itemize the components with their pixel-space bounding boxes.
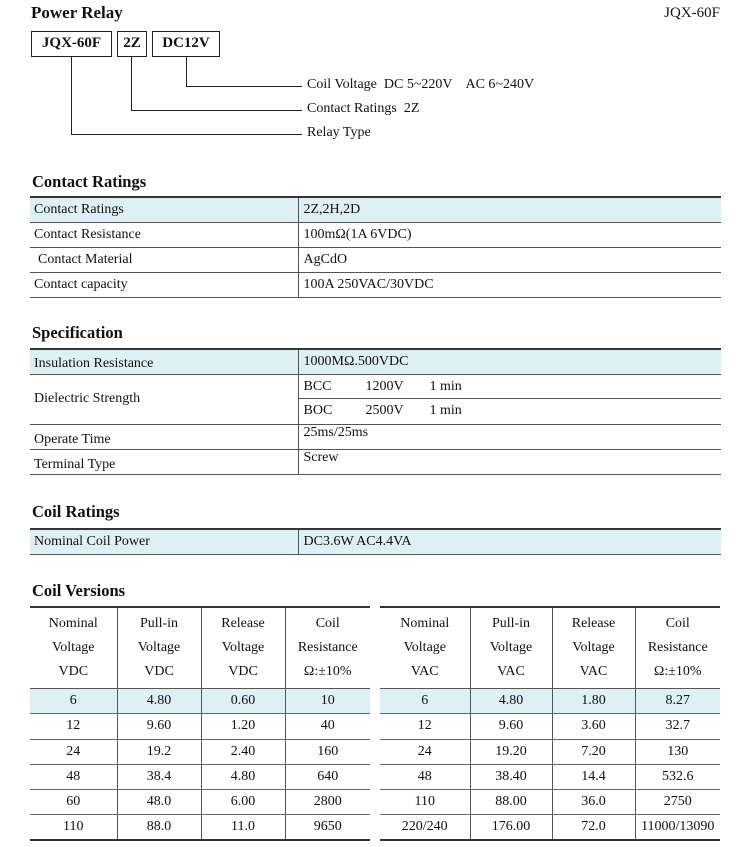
table-row <box>30 374 721 424</box>
table-cell: 48 <box>30 764 117 789</box>
dielectric-row <box>299 375 722 399</box>
column-header-line: VDC <box>144 664 174 679</box>
coil-versions-ac-table <box>380 606 720 841</box>
table-cell: 640 <box>285 764 370 789</box>
column-header-line: Ω:±10% <box>653 664 702 679</box>
table-cell: 14.4 <box>552 764 635 789</box>
table-cell: 6.00 <box>201 790 285 815</box>
column-header-line: VAC <box>579 664 608 679</box>
table-cell: 11.0 <box>201 815 285 840</box>
row-value: AgCdO <box>303 251 348 267</box>
column-header <box>285 607 370 689</box>
table-cell: 160 <box>285 739 370 764</box>
row-label: Insulation Resistance <box>30 349 298 374</box>
page-title: Power Relay <box>31 3 123 22</box>
code-box-relay-type: JQX-60F <box>31 31 112 57</box>
dielectric-name: BCC <box>303 378 332 394</box>
table-cell: 532.6 <box>635 764 720 789</box>
table-cell: 4.80 <box>201 764 285 789</box>
table-cell: 38.4 <box>117 764 201 789</box>
table-cell: 130 <box>635 739 720 764</box>
table-cell: 4.80 <box>117 689 201 714</box>
table-cell: 24 <box>380 739 470 764</box>
table-cell: 1.20 <box>201 714 285 739</box>
code-box-coil-voltage: DC12V <box>152 31 220 57</box>
legend-relay-type: Relay Type <box>307 125 371 140</box>
column-header-line: Ω:±10% <box>303 664 352 679</box>
column-header-line: Release <box>571 616 616 631</box>
dielectric-voltage: 2500V <box>365 403 404 418</box>
table-cell: 12 <box>380 714 470 739</box>
row-label: Terminal Type <box>30 449 298 474</box>
legend-coil-voltage: Coil Voltage DC 5~220V AC 6~240V <box>307 77 535 92</box>
table-cell: 12 <box>30 714 117 739</box>
table-row <box>30 272 721 297</box>
column-header-line: Voltage <box>572 640 615 655</box>
table-cell: 110 <box>380 790 470 815</box>
column-header <box>635 607 720 689</box>
table-row <box>30 739 370 764</box>
row-label: Operate Time <box>30 424 298 449</box>
table-cell: 60 <box>30 790 117 815</box>
table-row <box>380 714 720 739</box>
legend-contact-ratings: Contact Ratings 2Z <box>307 101 420 116</box>
table-cell: 4.80 <box>470 689 552 714</box>
row-value: DC3.6W AC4.4VA <box>298 529 721 554</box>
table-cell: 110 <box>30 815 117 840</box>
table-cell: 19.2 <box>117 739 201 764</box>
coil-versions-dc-table <box>30 606 370 841</box>
column-header <box>201 607 285 689</box>
table-row <box>30 197 721 222</box>
table-cell: 72.0 <box>552 815 635 840</box>
contact-ratings-table <box>30 196 721 298</box>
table-row <box>30 449 721 474</box>
table-cell: 9.60 <box>117 714 201 739</box>
column-header <box>117 607 201 689</box>
model-number: JQX-60F <box>664 5 720 21</box>
table-cell: 48.0 <box>117 790 201 815</box>
table-row <box>30 764 370 789</box>
table-cell: 2800 <box>285 790 370 815</box>
table-cell: 24 <box>30 739 117 764</box>
row-label: Nominal Coil Power <box>30 529 298 554</box>
table-row <box>30 349 721 374</box>
dielectric-time: 1 min <box>429 378 462 394</box>
table-row <box>380 689 720 714</box>
table-cell: 8.27 <box>635 689 720 714</box>
row-value: 25ms/25ms <box>303 424 369 440</box>
coil-ratings-title: Coil Ratings <box>32 502 120 521</box>
table-cell: 10 <box>285 689 370 714</box>
column-header-line: VAC <box>497 664 525 679</box>
table-row <box>30 222 721 247</box>
column-header-line: Resistance <box>647 640 708 655</box>
table-cell: 7.20 <box>552 739 635 764</box>
table-cell: 0.60 <box>201 689 285 714</box>
table-cell: 88.0 <box>117 815 201 840</box>
row-label: Contact capacity <box>30 272 298 297</box>
column-header-line: Pull-in <box>139 616 179 631</box>
row-value: 1000MΩ.500VDC <box>298 349 721 374</box>
table-row <box>30 247 721 272</box>
column-header <box>30 607 117 689</box>
table-cell: 9650 <box>285 815 370 840</box>
coil-ratings-table <box>30 528 721 555</box>
table-row <box>380 764 720 789</box>
coil-versions-title: Coil Versions <box>32 581 126 600</box>
column-header-line: Voltage <box>403 640 446 655</box>
column-header-line: Release <box>221 616 265 631</box>
table-cell: 88.00 <box>470 790 552 815</box>
row-value: 100A 250VAC/30VDC <box>303 276 434 292</box>
table-row <box>30 790 370 815</box>
row-label: Contact Resistance <box>30 222 298 247</box>
table-cell: 40 <box>285 714 370 739</box>
column-header <box>552 607 635 689</box>
column-header-line: Nominal <box>400 616 450 631</box>
row-label: Dielectric Strength <box>30 374 298 424</box>
specification-title: Specification <box>32 323 123 342</box>
table-row <box>30 689 370 714</box>
table-cell: 32.7 <box>635 714 720 739</box>
table-cell: 36.0 <box>552 790 635 815</box>
table-cell: 220/240 <box>380 815 470 840</box>
table-cell: 176.00 <box>470 815 552 840</box>
row-value: 2Z,2H,2D <box>298 197 721 222</box>
table-row <box>380 739 720 764</box>
table-cell: 6 <box>30 689 117 714</box>
table-row <box>30 815 370 840</box>
column-header-line: Voltage <box>51 640 95 655</box>
column-header-line: Resistance <box>297 640 358 655</box>
row-value: 100mΩ(1A 6VDC) <box>303 226 412 242</box>
column-header-line: Voltage <box>221 640 265 655</box>
dielectric-row <box>299 399 722 423</box>
table-row <box>380 790 720 815</box>
contact-ratings-title: Contact Ratings <box>32 172 147 191</box>
dielectric-time: 1 min <box>429 403 462 418</box>
table-cell: 9.60 <box>470 714 552 739</box>
column-header-line: Pull-in <box>491 616 531 631</box>
table-row <box>380 815 720 840</box>
table-cell: 38.40 <box>470 764 552 789</box>
column-header <box>470 607 552 689</box>
table-row <box>30 424 721 449</box>
dielectric-values <box>298 374 721 424</box>
table-cell: 1.80 <box>552 689 635 714</box>
table-row <box>30 714 370 739</box>
column-header-line: VDC <box>58 664 89 679</box>
dielectric-voltage: 1200V <box>365 378 404 394</box>
column-header-line: Nominal <box>48 616 98 631</box>
table-cell: 48 <box>380 764 470 789</box>
column-header-line: Coil <box>665 616 690 631</box>
row-label: Contact Ratings <box>30 197 298 222</box>
column-header <box>380 607 470 689</box>
column-header-line: Coil <box>315 616 340 631</box>
row-value: Screw <box>303 449 339 465</box>
table-row <box>30 529 721 554</box>
dielectric-name: BOC <box>303 403 333 418</box>
code-box-contact-rating: 2Z <box>117 31 147 57</box>
specification-table <box>30 348 721 475</box>
column-header-line: VDC <box>228 664 258 679</box>
table-cell: 2750 <box>635 790 720 815</box>
table-cell: 2.40 <box>201 739 285 764</box>
table-cell: 6 <box>380 689 470 714</box>
column-header-line: VAC <box>410 664 439 679</box>
table-cell: 19.20 <box>470 739 552 764</box>
column-header-line: Voltage <box>137 640 181 655</box>
column-header-line: Voltage <box>489 640 533 655</box>
table-cell: 3.60 <box>552 714 635 739</box>
row-label: Contact Material <box>30 247 298 272</box>
table-cell: 11000/13090 <box>635 815 720 840</box>
